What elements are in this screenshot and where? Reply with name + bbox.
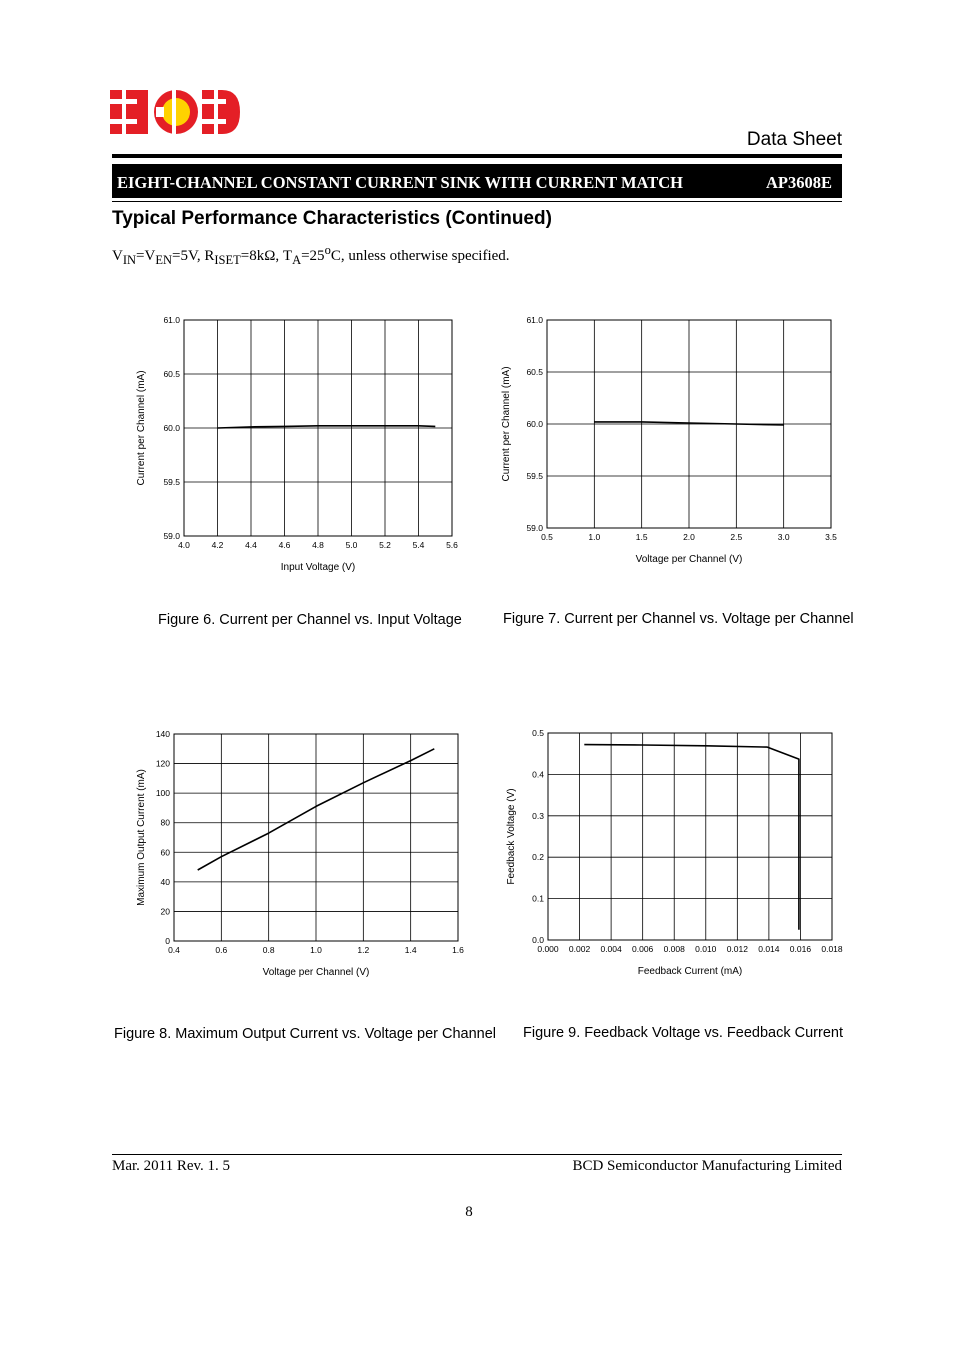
x-tick-label: 1.6 <box>452 945 464 955</box>
y-axis-label: Feedback Voltage (V) <box>506 788 517 885</box>
y-tick-label: 61.0 <box>526 315 543 325</box>
y-tick-label: 0 <box>165 936 170 946</box>
x-tick-label: 0.4 <box>168 945 180 955</box>
x-tick-label: 0.010 <box>695 944 717 954</box>
caption-figure-7: Figure 7. Current per Channel vs. Voltage per Channel <box>503 611 854 627</box>
x-tick-label: 5.6 <box>446 540 458 550</box>
y-tick-label: 60.5 <box>526 367 543 377</box>
x-tick-label: 0.002 <box>568 944 591 954</box>
x-tick-label: 1.2 <box>357 945 370 955</box>
x-tick-label: 2.5 <box>730 532 743 542</box>
chart-figure-6 <box>130 310 470 585</box>
x-tick-label: 0.016 <box>789 944 812 954</box>
x-tick-label: 1.0 <box>588 532 601 542</box>
caption-figure-8: Figure 8. Maximum Output Current vs. Voltage per Channel <box>114 1026 497 1042</box>
y-tick-label: 0.4 <box>532 769 544 780</box>
chart-figure-7 <box>495 310 845 570</box>
x-axis-label: Voltage per Channel (V) <box>635 554 743 565</box>
y-tick-label: 59.0 <box>163 531 180 541</box>
y-tick-label: 60.5 <box>163 369 180 379</box>
logo-letter-b <box>110 90 148 134</box>
header-rule-thick <box>112 154 842 158</box>
caption-figure-9: Figure 9. Feedback Voltage vs. Feedback Current <box>523 1025 843 1041</box>
x-tick-label: 3.5 <box>825 532 837 542</box>
test-conditions: $V_{IN}=V_{EN}=5V$, $R_{ISET}=8k\Omega$, $T_A=25^oC$, unless otherwise specified. <box>112 243 510 267</box>
x-tick-label: 5.0 <box>345 540 358 550</box>
x-tick-label: 0.012 <box>726 944 748 954</box>
x-tick-label: 1.5 <box>635 532 648 542</box>
x-tick-label: 4.2 <box>211 540 224 550</box>
x-tick-label: 0.8 <box>262 945 275 955</box>
y-tick-label: 0.2 <box>532 852 544 863</box>
doc-type-label: Data Sheet <box>746 129 842 150</box>
chart-figure-8 <box>130 724 475 986</box>
x-tick-label: 5.2 <box>379 540 391 550</box>
y-tick-label: 60 <box>160 847 170 858</box>
title-banner <box>112 164 842 198</box>
y-tick-label: 120 <box>155 758 170 769</box>
x-tick-label: 0.6 <box>215 945 228 955</box>
header-rule-thin <box>112 201 842 202</box>
page-number: 8 <box>465 1204 473 1220</box>
y-tick-label: 60.0 <box>163 423 180 433</box>
x-axis-label: Feedback Current (mA) <box>637 966 743 977</box>
y-tick-label: 59.5 <box>163 477 180 487</box>
series-line <box>584 745 799 930</box>
plot-frame <box>548 733 832 940</box>
chart-svg <box>130 724 475 986</box>
caption-figure-6: Figure 6. Current per Channel vs. Input Voltage <box>158 612 462 628</box>
footer-date-revision: Mar. 2011 Rev. 1. 5 <box>112 1158 231 1174</box>
y-tick-label: 59.0 <box>526 523 543 533</box>
y-tick-label: 61.0 <box>163 315 180 325</box>
y-tick-label: 20 <box>160 906 170 917</box>
x-axis-label: Voltage per Channel (V) <box>262 967 370 978</box>
y-tick-label: 0.3 <box>532 810 544 821</box>
x-axis-label: Input Voltage (V) <box>280 562 356 573</box>
chart-svg <box>495 310 845 570</box>
y-axis-label: Current per Channel (mA) <box>501 366 512 482</box>
x-tick-label: 0.018 <box>821 944 843 954</box>
y-tick-label: 0.5 <box>532 728 544 738</box>
x-tick-label: 4.4 <box>245 540 257 550</box>
x-tick-label: 0.008 <box>663 944 685 954</box>
x-tick-label: 5.4 <box>412 540 425 550</box>
banner-title: EIGHT-CHANNEL CONSTANT CURRENT SINK WITH CURRENT MATCH <box>117 173 684 192</box>
y-tick-label: 40 <box>160 876 170 887</box>
y-tick-label: 0.1 <box>532 893 544 904</box>
y-tick-label: 100 <box>155 788 170 799</box>
part-number: AP3608E <box>766 173 832 192</box>
footer-company: BCD Semiconductor Manufacturing Limited <box>572 1158 842 1174</box>
x-tick-label: 4.8 <box>312 540 324 550</box>
section-title: Typical Performance Characteristics (Continued) <box>112 208 552 229</box>
y-tick-label: 140 <box>155 729 170 739</box>
x-tick-label: 4.6 <box>278 540 291 550</box>
x-tick-label: 0.004 <box>600 944 622 954</box>
x-tick-label: 0.000 <box>537 944 559 954</box>
x-tick-label: 4.0 <box>178 540 190 550</box>
y-tick-label: 80 <box>160 817 170 828</box>
x-tick-label: 0.5 <box>541 532 553 542</box>
y-axis-label: Current per Channel (mA) <box>136 370 147 486</box>
x-tick-label: 3.0 <box>777 532 790 542</box>
y-tick-label: 0.0 <box>532 935 544 945</box>
x-tick-label: 2.0 <box>683 532 695 542</box>
y-axis-label: Maximum Output Current (mA) <box>136 769 147 906</box>
chart-svg <box>500 724 850 986</box>
x-tick-label: 1.0 <box>310 945 322 955</box>
chart-figure-9 <box>500 724 850 986</box>
y-tick-label: 60.0 <box>526 419 543 429</box>
bcd-logo <box>110 88 242 136</box>
x-tick-label: 1.4 <box>404 945 417 955</box>
x-tick-label: 0.014 <box>758 944 780 954</box>
footer-rule <box>112 1154 842 1155</box>
x-tick-label: 0.006 <box>632 944 654 954</box>
y-tick-label: 59.5 <box>526 471 543 481</box>
chart-svg <box>130 310 470 585</box>
